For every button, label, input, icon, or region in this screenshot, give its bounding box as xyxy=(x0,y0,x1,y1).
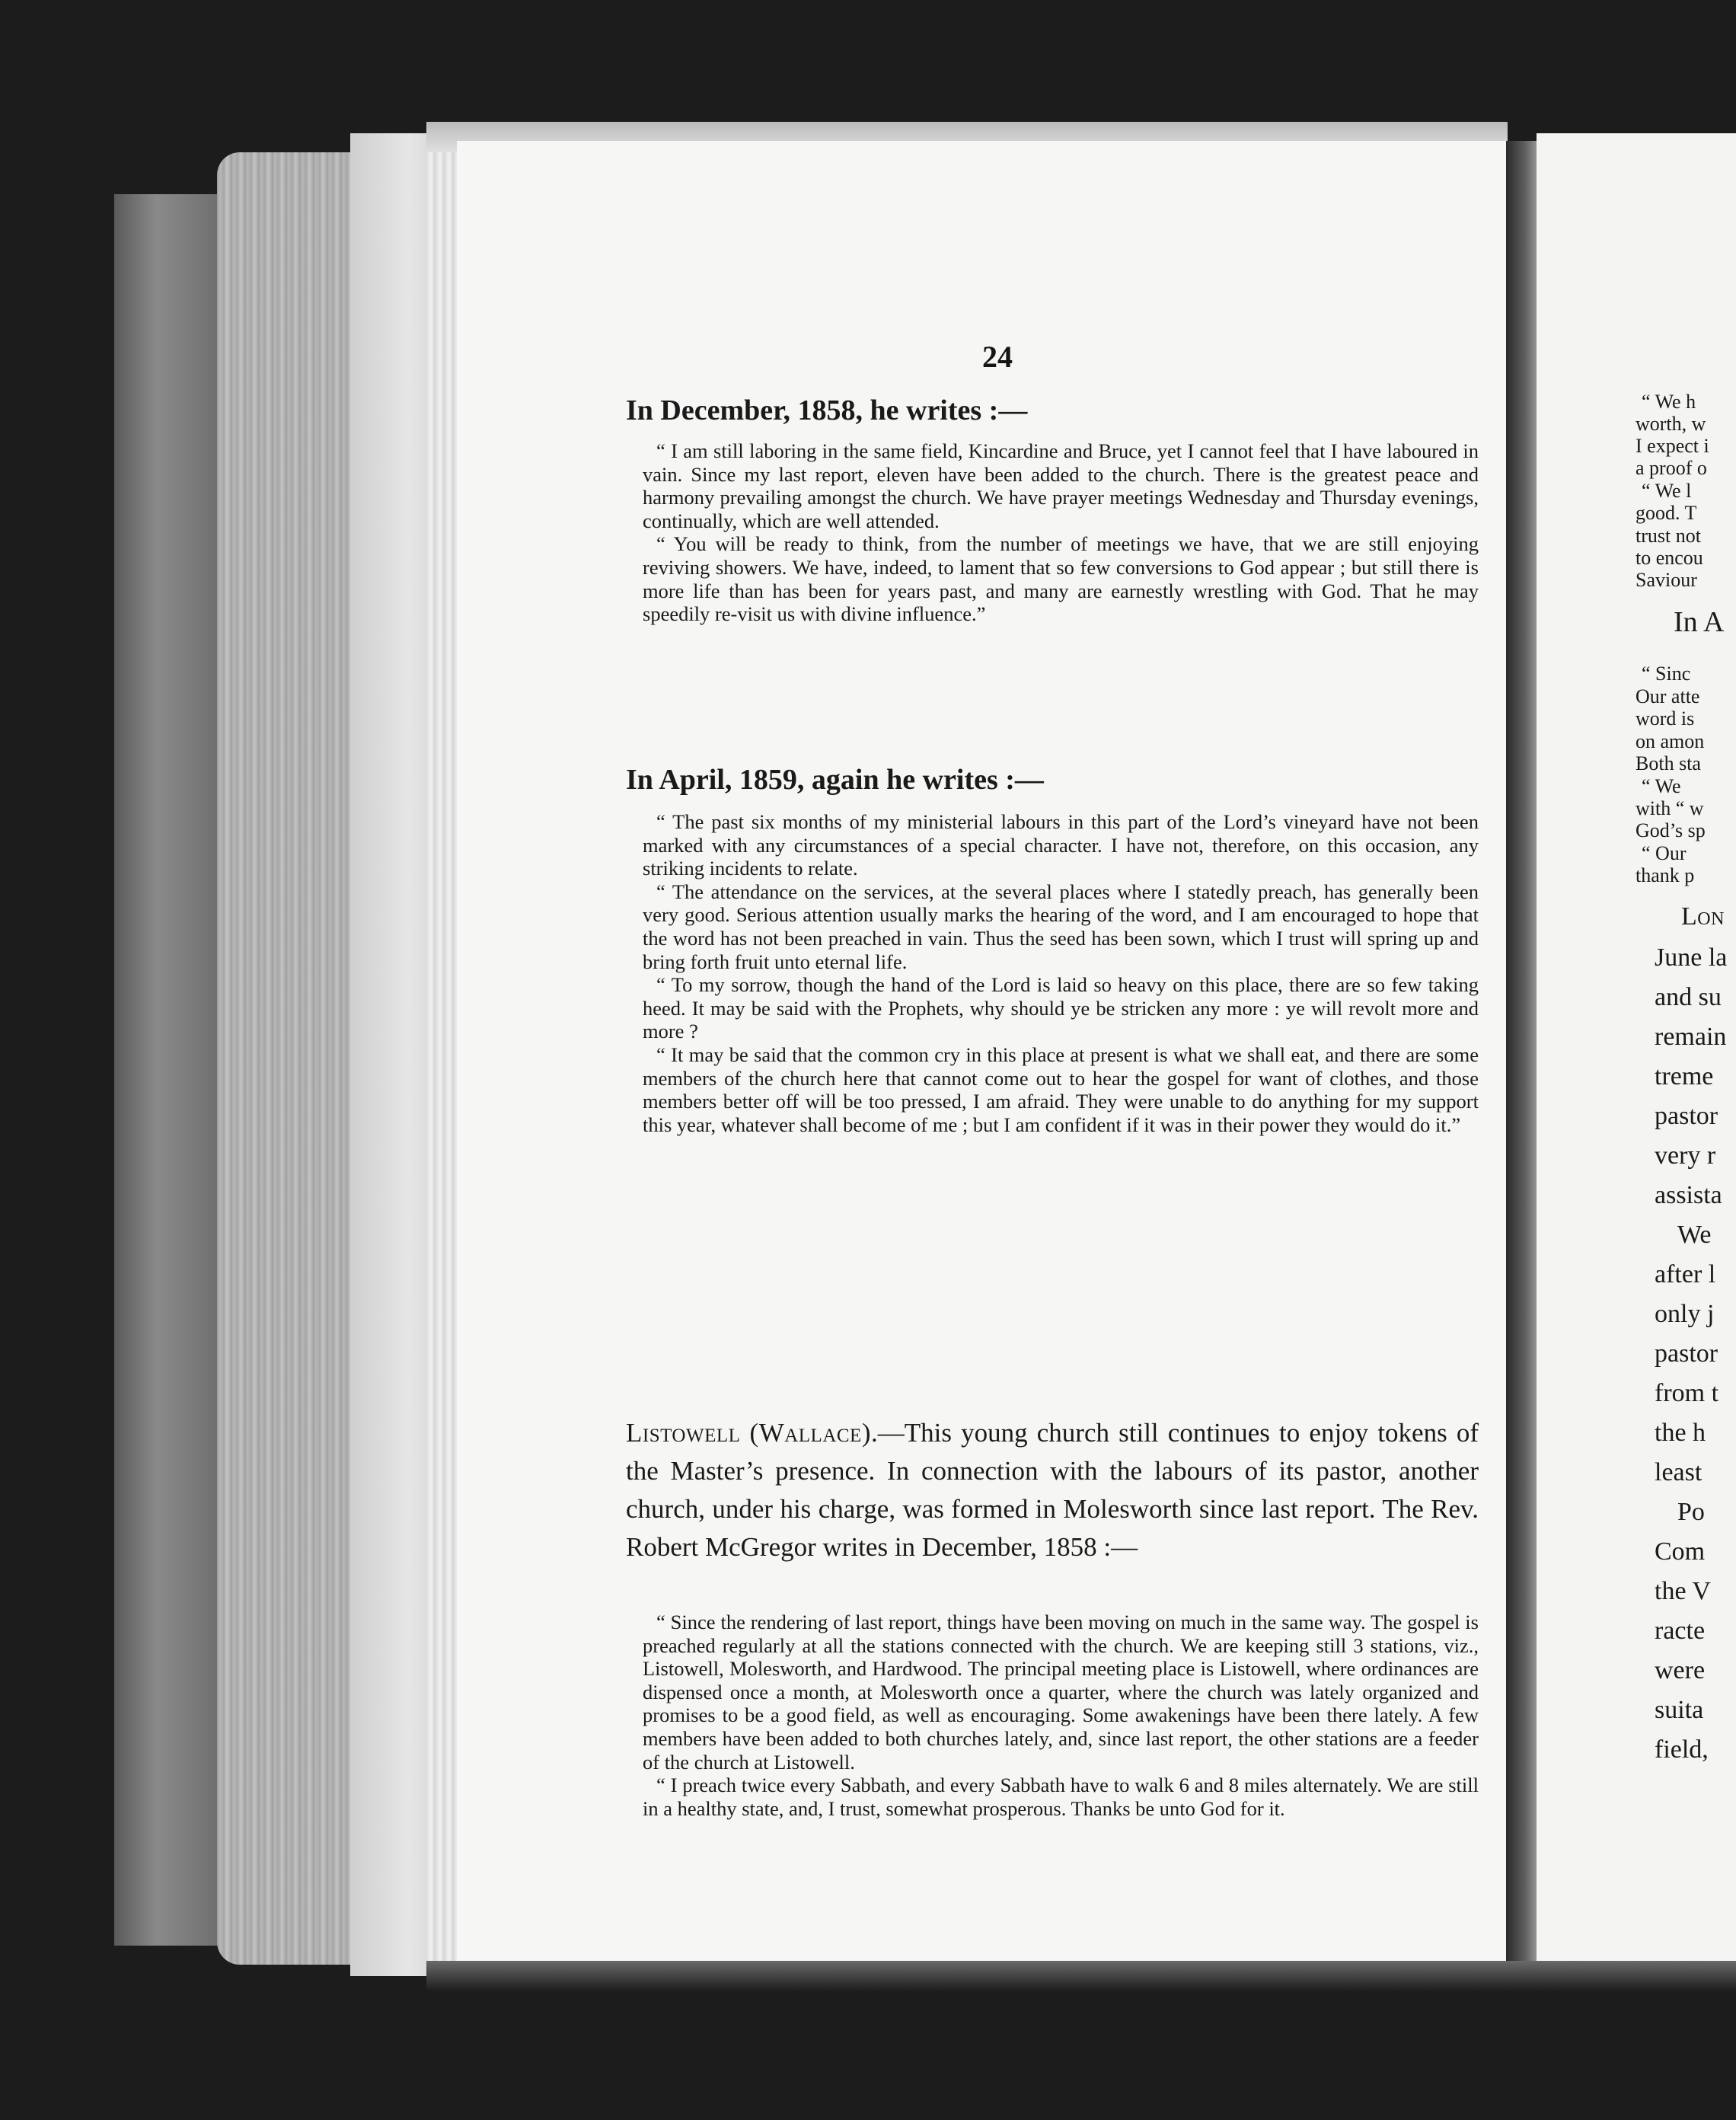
right-page-line: were xyxy=(1655,1656,1706,1684)
place-subtitle: (Wallace) xyxy=(749,1418,871,1448)
right-page-line: Po xyxy=(1677,1498,1705,1526)
right-page-line: “ Sinc xyxy=(1642,662,1691,685)
right-page-line: pastor xyxy=(1655,1339,1718,1368)
book-gutter xyxy=(1506,141,1538,1965)
right-page xyxy=(1537,133,1736,1968)
right-page-line: Our atte xyxy=(1635,685,1700,707)
right-page-line: worth, w xyxy=(1635,413,1706,435)
right-page-line: and su xyxy=(1655,983,1722,1011)
left-page xyxy=(457,141,1508,1965)
right-page-line: I expect i xyxy=(1635,435,1709,457)
right-page-line: God’s sp xyxy=(1635,819,1706,841)
book-spine-shadow xyxy=(114,194,221,1946)
right-page-line: trust not xyxy=(1635,525,1701,547)
right-page-line: very r xyxy=(1655,1141,1716,1170)
right-page-line: assista xyxy=(1655,1181,1722,1209)
right-page-line: “ We l xyxy=(1642,480,1692,502)
section-december-1858 xyxy=(626,392,1479,626)
right-page-line: treme xyxy=(1655,1062,1714,1090)
section-heading: In April, 1859, again he writes :— xyxy=(626,764,1044,796)
section-listowell xyxy=(626,1414,1479,1566)
right-page-line: after l xyxy=(1655,1260,1716,1288)
right-page-line: a proof o xyxy=(1635,457,1707,479)
right-page-line: field, xyxy=(1655,1735,1709,1764)
right-page-heading: In A xyxy=(1674,606,1725,638)
quote-paragraph: “ Since the rendering of last report, things have been moving on much in the same way. The gospel is preached regularly at all the stations connected with the church. We are keeping still 3 stations, viz., Listowell, Molesworth, and Hardwood. The principal meeting place is Listowell, where ordinances are dispensed once a month, at Molesworth once a quarter, where the church was lately organized and promises to be a good field, as well as encouraging. Some awakenings have been there lately. A few members have been added to both churches lately, and, since last report, the other stations are a feeder of the church at Listowell. xyxy=(643,1611,1479,1774)
right-page-line: least xyxy=(1655,1458,1702,1486)
listowell-paragraph xyxy=(626,1414,1479,1566)
right-page-line: June la xyxy=(1655,943,1728,972)
right-page-line: “ We h xyxy=(1642,391,1696,413)
right-page-line: We xyxy=(1677,1221,1712,1249)
right-page-line: to encou xyxy=(1635,547,1703,569)
quote-paragraph: “ To my sorrow, though the hand of the Lord is laid so heavy on this place, there are so few taking heed. It may be said with the Prophets, why should ye be stricken any more : ye will revolt more and more ? xyxy=(643,973,1479,1043)
right-page-line: racte xyxy=(1655,1617,1706,1645)
right-page-line: “ We xyxy=(1642,775,1681,797)
place-name: Listowell xyxy=(626,1418,741,1448)
right-page-heading: Lon xyxy=(1681,902,1725,931)
right-page-line: Both sta xyxy=(1635,752,1701,774)
quote-paragraph: “ The past six months of my ministerial labours in this part of the Lord’s vineyard have not been marked with any circumstances of a special character. I have not, therefore, on this occasion, any striking incidents to relate. xyxy=(643,810,1479,880)
quote-block xyxy=(643,439,1479,626)
quote-block xyxy=(643,810,1479,1136)
right-page-line: Com xyxy=(1655,1537,1706,1566)
section-heading: In December, 1858, he writes :— xyxy=(626,394,1028,426)
right-page-line: word is xyxy=(1635,707,1695,730)
book-bottom-shadow xyxy=(426,1961,1736,1991)
right-page-line: from t xyxy=(1655,1379,1719,1407)
right-page-line: good. T xyxy=(1635,502,1697,524)
right-page-line: suita xyxy=(1655,1696,1704,1724)
right-page-line: the V xyxy=(1655,1577,1711,1605)
right-page-line: the h xyxy=(1655,1419,1706,1447)
quote-block xyxy=(643,1611,1479,1820)
right-page-line: thank p xyxy=(1635,864,1695,886)
quote-paragraph: “ It may be said that the common cry in this place at present is what we shall eat, and there are some members of the church here that cannot come out to hear the gospel for want of clothes, and those members better off will be too pressed, I am afraid. They were unable to do anything for my support this year, whatever shall become of me ; but I am confident if it was in their power they would do it.” xyxy=(643,1042,1479,1136)
section-april-1859 xyxy=(626,761,1479,1136)
right-page-line: with “ w xyxy=(1635,797,1704,819)
right-page-line: remain xyxy=(1655,1023,1727,1051)
quote-paragraph: “ I preach twice every Sabbath, and every Sabbath have to walk 6 and 8 miles alternately. We are still in a healthy state, and, I trust, somewhat prosperous. Thanks be unto God for it. xyxy=(643,1774,1479,1820)
listowell-body: .—This young church still continues to enjoy tokens of the Master’s presence. In connection with the labours of its pastor, another church, under his charge, was formed in Molesworth since last report. The Rev. Robert McGregor writes in December, 1858 :— xyxy=(626,1418,1479,1562)
quote-paragraph: “ The attendance on the services, at the several places where I statedly preach, has generally been very good. Serious attention usually marks the hearing of the word, and I am encouraged to hope that the word has not been preached in vain. Thus the seed has been sown, which I trust will spring up and bring forth fruit unto eternal life. xyxy=(643,880,1479,973)
right-page-line: only j xyxy=(1655,1300,1715,1328)
right-page-line: pastor xyxy=(1655,1102,1718,1130)
section-mcgregor-quote xyxy=(626,1611,1479,1820)
right-page-line: “ Our xyxy=(1642,842,1687,864)
quote-paragraph: “ I am still laboring in the same field, Kincardine and Bruce, yet I cannot feel that I have laboured in vain. Since my last report, eleven have been added to the church. There is the greatest peace and harmony prevailing amongst the church. We have prayer meetings Wednesday and Thursday evenings, continually, which are well attended. xyxy=(643,439,1479,532)
quote-paragraph: “ You will be ready to think, from the number of meetings we have, that we are still enjoying reviving showers. We have, indeed, to lament that so few conversions to God appear ; but still there is more life than has been for years past, and many are earnestly wrestling with God. That he may speedily re-visit us with divine influence.” xyxy=(643,532,1479,626)
page-number: 24 xyxy=(982,340,1013,374)
right-page-line: Saviour xyxy=(1635,569,1697,591)
right-page-line: on amon xyxy=(1635,730,1705,752)
